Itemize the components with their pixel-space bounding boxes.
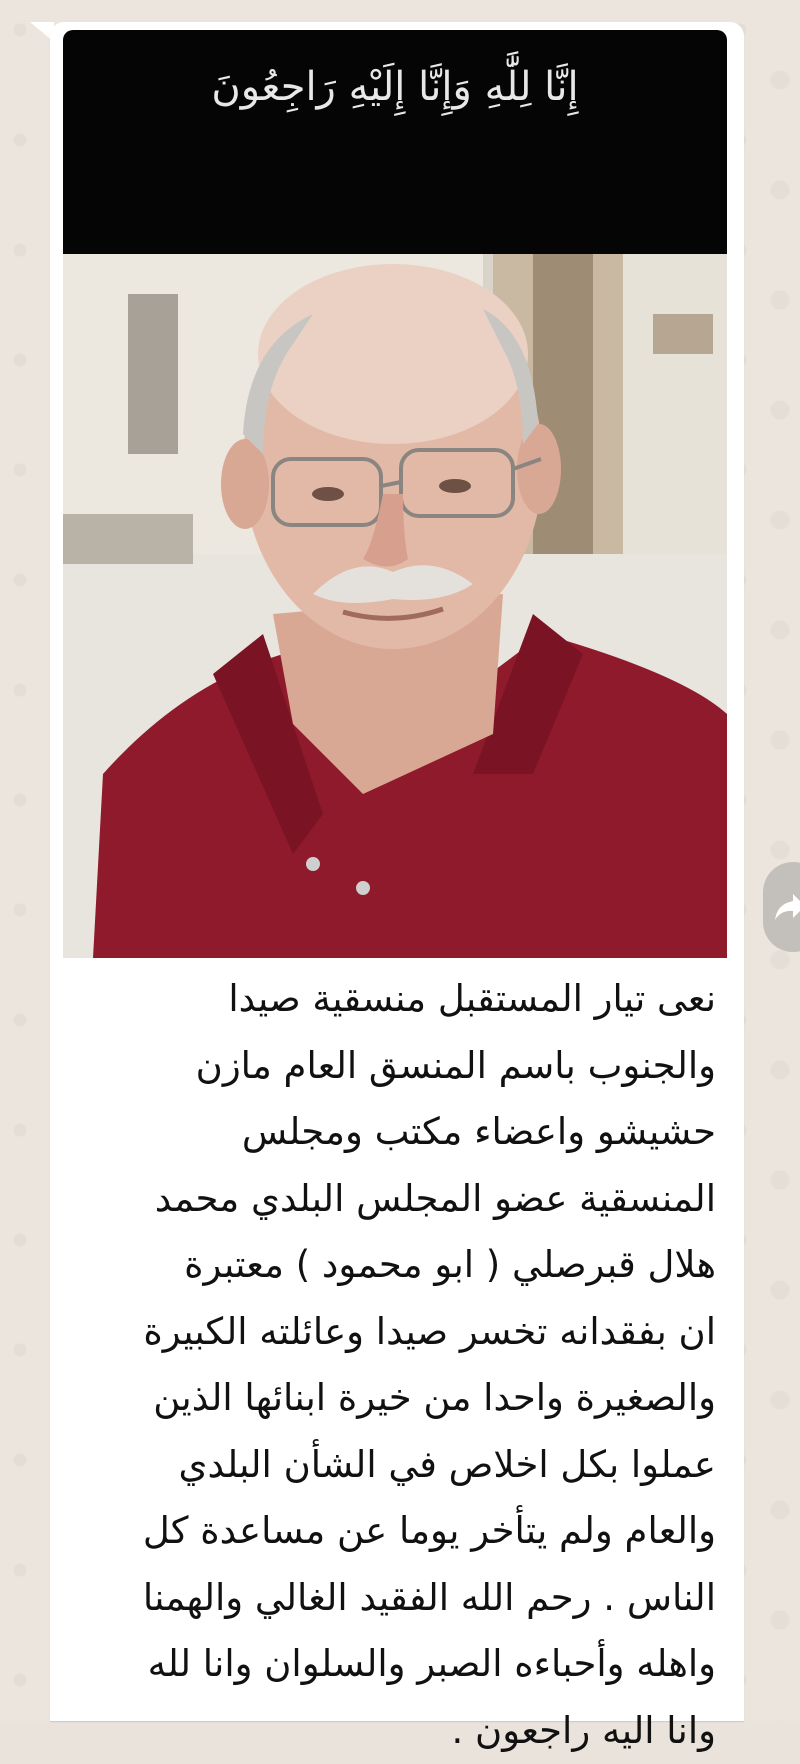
caption-line: والجنوب باسم المنسق العام مازن — [88, 1033, 716, 1100]
caption-line: حشيشو واعضاء مكتب ومجلس — [88, 1099, 716, 1166]
caption-line: وانا اليه راجعون . — [88, 1698, 716, 1764]
caption-line: والعام ولم يتأخر يوما عن مساعدة كل — [88, 1498, 716, 1565]
message-caption — [88, 966, 716, 1764]
condolence-banner — [63, 30, 727, 254]
caption-line: واهله وأحباءه الصبر والسلوان وانا لله — [88, 1631, 716, 1698]
caption-line: الناس . رحم الله الفقيد الغالي والهمنا — [88, 1565, 716, 1632]
forward-button[interactable] — [763, 862, 800, 952]
caption-line: عملوا بكل اخلاص في الشأن البلدي — [88, 1432, 716, 1499]
message-photo[interactable] — [63, 254, 727, 958]
caption-line: هلال قبرصلي ( ابو محمود ) معتبرة — [88, 1232, 716, 1299]
caption-line: والصغيرة واحدا من خيرة ابنائها الذين — [88, 1365, 716, 1432]
forward-arrow-icon — [773, 892, 800, 922]
portrait-image — [63, 254, 727, 958]
caption-line: نعى تيار المستقبل منسقية صيدا — [88, 966, 716, 1033]
caption-line: المنسقية عضو المجلس البلدي محمد — [88, 1166, 716, 1233]
caption-line: ان بفقدانه تخسر صيدا وعائلته الكبيرة — [88, 1299, 716, 1366]
banner-verse: إِنَّا لِلَّٰهِ وَإِنَّا إِلَيْهِ رَاجِعُونَ — [63, 64, 727, 110]
